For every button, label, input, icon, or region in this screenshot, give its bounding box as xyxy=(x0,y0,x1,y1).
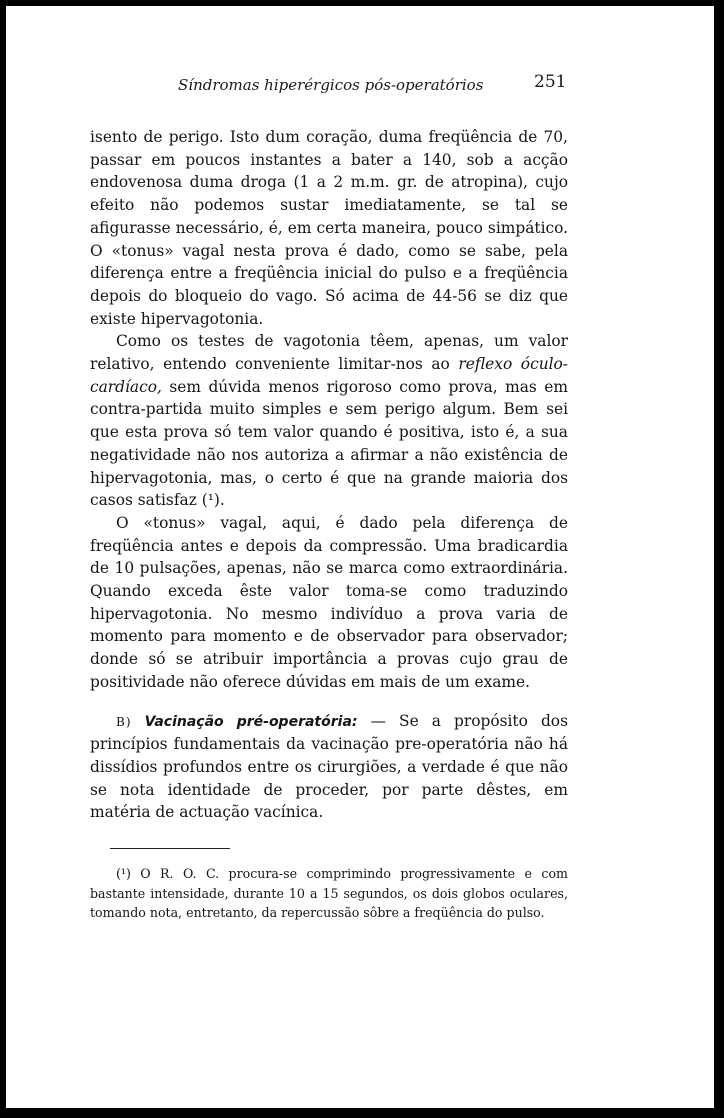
section-b-title: Vacinação pré-operatória: xyxy=(144,713,358,730)
section-b-marker: B) xyxy=(116,714,132,729)
paragraph-1: isento de perigo. Isto dum coração, duma freqüência de 70, passar em poucos instantes a bater a 140, sob a acção endovenosa duma droga (1 a 2 m.m. gr. de atropina), cujo efeito não podemos sustar imediatamente, se tal se afigurasse necessário, é, em certa maneira, pouco simpático. O «tonus» vagal nesta prova é dado, como se sabe, pela diferença entre a freqüência inicial do pulso e a freqüência depois do bloqueio do vago. Só acima de 44-56 se diz que existe hipervagotonia. xyxy=(90,128,568,328)
running-title: Síndromas hiperérgicos pós-operatórios xyxy=(178,76,484,94)
section-b-text: — Se a propósito dos princípios fundamentais da vacinação pre-operatória não há dissídios profundos entre os cirurgiões, a verdade é que não se nota identidade de proceder, por parte dêstes, em matéria de actuação vacínica. xyxy=(90,711,568,822)
paragraph-2-end: sem dúvida menos rigoroso como prova, mas em contra-partida muito simples e sem perigo algum. Bem sei que esta prova só tem valor quando é positiva, isto é, a sua negatividade não nos autoriza a afirmar a não existência de hipervagotonia, mas, o certo é que na grande maioria dos casos satisfaz xyxy=(90,377,568,510)
reflex-term: reflexo óculo-cardíaco, xyxy=(90,355,568,396)
footnote-divider xyxy=(110,848,230,849)
section-b-paragraph xyxy=(90,710,568,825)
page-number: 251 xyxy=(534,72,567,92)
footnote-text: (¹) O R. O. C. procura-se comprimindo progressivamente e com bastante intensidade, durante 10 a 15 segundos, os dois globos oculares, tomando nota, entretanto, da repercussão sôbre a freqüência do pulso. xyxy=(90,866,568,920)
footnote-reference: (¹). xyxy=(201,491,225,510)
page-header xyxy=(94,72,574,102)
paragraph-2 xyxy=(90,330,568,512)
paragraph-2-start: Como os testes de vagotonia têem, apenas, um valor relativo, entendo conveniente limitar-nos ao xyxy=(90,332,568,374)
footnote xyxy=(90,864,568,923)
body-text xyxy=(90,126,568,824)
paragraph-3: O «tonus» vagal, aqui, é dado pela diferença de freqüência antes e depois da compressão. Uma bradicardia de 10 pulsações, apenas, não se marca como extraordinária. Quando exceda êste valor toma-se como traduzindo hipervagotonia. No mesmo indivíduo a prova varia de momento para momento e de observador para observador; donde só se atribuir importância a provas cujo grau de positividade não oferece dúvidas em mais de um exame. xyxy=(90,513,568,691)
book-page xyxy=(6,6,714,1108)
